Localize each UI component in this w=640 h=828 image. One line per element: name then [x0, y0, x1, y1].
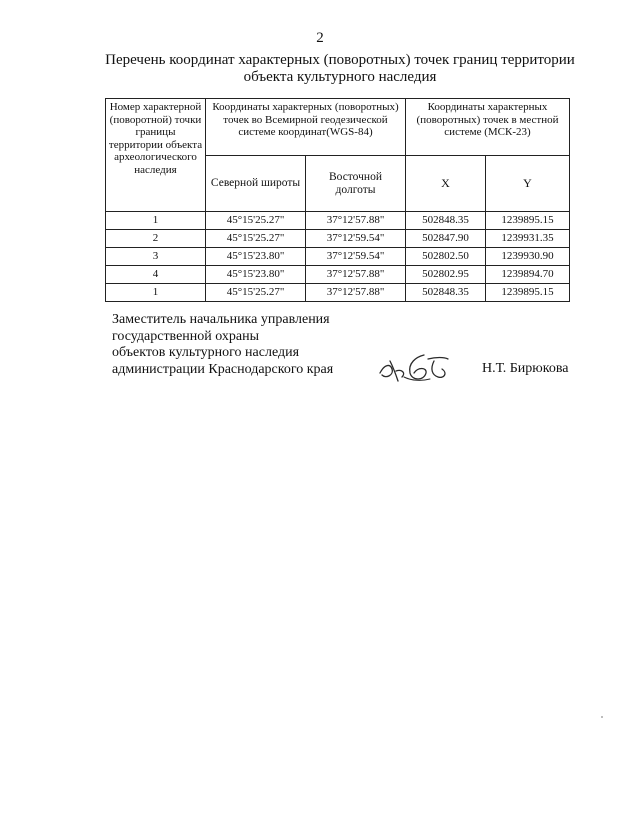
- cell-x: 502848.35: [406, 212, 486, 230]
- cell-point: 1: [106, 284, 206, 302]
- page-number: 2: [316, 30, 324, 46]
- header-wgs84-group: Координаты характерных (поворотных) точек во Всемирной геодезической системе координат(WGS-84): [206, 99, 406, 156]
- scan-speck: [601, 716, 603, 718]
- cell-longitude: 37°12'57.88": [306, 266, 406, 284]
- cell-latitude: 45°15'25.27": [206, 212, 306, 230]
- table-row: [106, 248, 570, 266]
- cell-y: 1239895.15: [486, 284, 570, 302]
- table-row: [106, 284, 570, 302]
- cell-longitude: 37°12'59.54": [306, 230, 406, 248]
- table-row: [106, 230, 570, 248]
- title-line-2: объекта культурного наследия: [243, 69, 437, 85]
- cell-latitude: 45°15'23.80": [206, 266, 306, 284]
- position-line-2: государственной охраны: [112, 328, 260, 344]
- cell-latitude: 45°15'25.27": [206, 230, 306, 248]
- header-y: Y: [486, 156, 570, 212]
- handwritten-signature: [372, 351, 452, 385]
- cell-y: 1239894.70: [486, 266, 570, 284]
- signer-name: Н.Т. Бирюкова: [482, 361, 569, 376]
- cell-y: 1239931.35: [486, 230, 570, 248]
- cell-point: 2: [106, 230, 206, 248]
- cell-longitude: 37°12'57.88": [306, 284, 406, 302]
- document-title: [90, 52, 590, 86]
- cell-x: 502847.90: [406, 230, 486, 248]
- cell-latitude: 45°15'25.27": [206, 284, 306, 302]
- position-line-3: объектов культурного наследия: [112, 345, 300, 360]
- header-msk23-group: Координаты характерных (поворотных) точек в местной системе (МСК-23): [406, 99, 570, 156]
- cell-longitude: 37°12'59.54": [306, 248, 406, 266]
- cell-point: 1: [106, 212, 206, 230]
- table-header-row: [106, 99, 570, 156]
- cell-x: 502802.95: [406, 266, 486, 284]
- table-row: [106, 266, 570, 284]
- cell-y: 1239930.90: [486, 248, 570, 266]
- table-row: [106, 212, 570, 230]
- cell-x: 502802.50: [406, 248, 486, 266]
- title-line-1: Перечень координат характерных (поворотных) точек границ территории: [105, 52, 575, 68]
- position-line-4: администрации Краснодарского края: [112, 361, 334, 377]
- cell-latitude: 45°15'23.80": [206, 248, 306, 266]
- cell-y: 1239895.15: [486, 212, 570, 230]
- header-x: X: [406, 156, 486, 212]
- header-point-number: Номер характерной (поворотной) точки границы территории объекта археологического наследия: [106, 99, 206, 212]
- position-line-1: Заместитель начальника управления: [112, 312, 330, 327]
- header-latitude: Северной широты: [206, 156, 306, 212]
- coordinates-table: [105, 98, 570, 302]
- cell-x: 502848.35: [406, 284, 486, 302]
- cell-longitude: 37°12'57.88": [306, 212, 406, 230]
- cell-point: 4: [106, 266, 206, 284]
- cell-point: 3: [106, 248, 206, 266]
- signatory-position: [112, 312, 412, 378]
- header-longitude: Восточной долготы: [306, 156, 406, 212]
